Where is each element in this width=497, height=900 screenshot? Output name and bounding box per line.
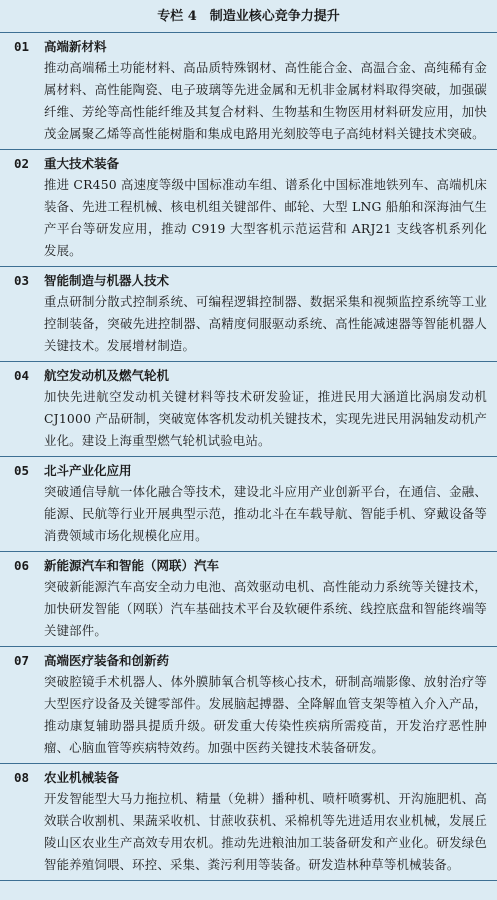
section-06: [0, 552, 497, 647]
section-heading: [14, 270, 487, 291]
section-text: 重点研制分散式控制系统、可编程逻辑控制器、数据采集和视频监控系统等工业控制装备，突破先进控制器、高精度伺服驱动系统、高性能减速器等智能机器人关键技术。发展增材制造。: [44, 294, 487, 353]
section-text: 突破新能源汽车高安全动力电池、高效驱动电机、高性能动力系统等关键技术，加快研发智能（网联）汽车基础技术平台及软硬件系统、线控底盘和智能终端等关键部件。: [44, 579, 487, 638]
section-text: 推动高端稀土功能材料、高品质特殊钢材、高性能合金、高温合金、高纯稀有金属材料、高性能陶瓷、电子玻璃等先进金属和无机非金属材料取得突破，加强碳纤维、芳纶等高性能纤维及其复合材料、生物基和生物医用材料研发应用，加快茂金属聚乙烯等高性能树脂和集成电路用光刻胶等电子高纯材料关键技术突破。: [44, 60, 487, 141]
section-07: [0, 647, 497, 764]
section-title: 新能源汽车和智能（网联）汽车: [44, 558, 220, 573]
section-08: [0, 764, 497, 881]
section-01: [0, 33, 497, 150]
section-text: 突破通信导航一体化融合等技术，建设北斗应用产业创新平台，在通信、金融、能源、民航等行业开展典型示范，推动北斗在车载导航、智能手机、穿戴设备等消费领域市场化规模化应用。: [44, 484, 487, 543]
section-03: [0, 267, 497, 362]
section-02: [0, 150, 497, 267]
section-title: 智能制造与机器人技术: [44, 273, 170, 288]
box-title: 专栏 4 制造业核心竞争力提升: [0, 2, 497, 33]
section-heading: [14, 650, 487, 671]
section-number: 02: [14, 156, 30, 171]
section-number: 04: [14, 368, 30, 383]
section-heading: [14, 153, 487, 174]
section-number: 05: [14, 463, 30, 478]
section-04: [0, 362, 497, 457]
section-text: 开发智能型大马力拖拉机、精量（免耕）播种机、喷杆喷雾机、开沟施肥机、高效联合收割机、果蔬采收机、甘蔗收获机、采棉机等先进适用农业机械，发展丘陵山区农业生产高效专用农机。推动先进粮油加工装备研发和产业化。研发绿色智能养殖饲喂、环控、采集、粪污利用等装备。研发造林种草等机械装备。: [44, 791, 487, 872]
section-05: [0, 457, 497, 552]
section-heading: [14, 767, 487, 788]
section-text: 推进 CR450 高速度等级中国标准动车组、谱系化中国标准地铁列车、高端机床装备、先进工程机械、核电机组关键部件、邮轮、大型 LNG 船舶和深海油气生产平台等研发应用，推动 C919 大型客机示范运营和 ARJ21 支线客机系列化发展。: [44, 177, 487, 258]
section-text: 加快先进航空发动机关键材料等技术研发验证，推进民用大涵道比涡扇发动机 CJ1000 产品研制，突破宽体客机发动机关键技术，实现先进民用涡轴发动机产业化。建设上海重型燃气轮机试验电站。: [44, 389, 487, 448]
section-title: 重大技术装备: [44, 156, 120, 171]
section-number: 03: [14, 273, 30, 288]
section-title: 北斗产业化应用: [44, 463, 132, 478]
section-title: 高端医疗装备和创新药: [44, 653, 170, 668]
section-heading: [14, 555, 487, 576]
section-heading: [14, 460, 487, 481]
section-title: 航空发动机及燃气轮机: [44, 368, 170, 383]
section-title: 高端新材料: [44, 39, 107, 54]
section-text: 突破腔镜手术机器人、体外膜肺氧合机等核心技术，研制高端影像、放射治疗等大型医疗设备及关键零部件。发展脑起搏器、全降解血管支架等植入介入产品，推动康复辅助器具提质升级。研发重大传染性疾病所需疫苗，开发治疗恶性肿瘤、心脑血管等疾病特效药。加强中医药关键技术装备研发。: [44, 674, 487, 755]
section-heading: [14, 36, 487, 57]
section-number: 01: [14, 39, 30, 54]
section-number: 08: [14, 770, 30, 785]
section-title: 农业机械装备: [44, 770, 120, 785]
section-number: 06: [14, 558, 30, 573]
section-heading: [14, 365, 487, 386]
section-number: 07: [14, 653, 30, 668]
